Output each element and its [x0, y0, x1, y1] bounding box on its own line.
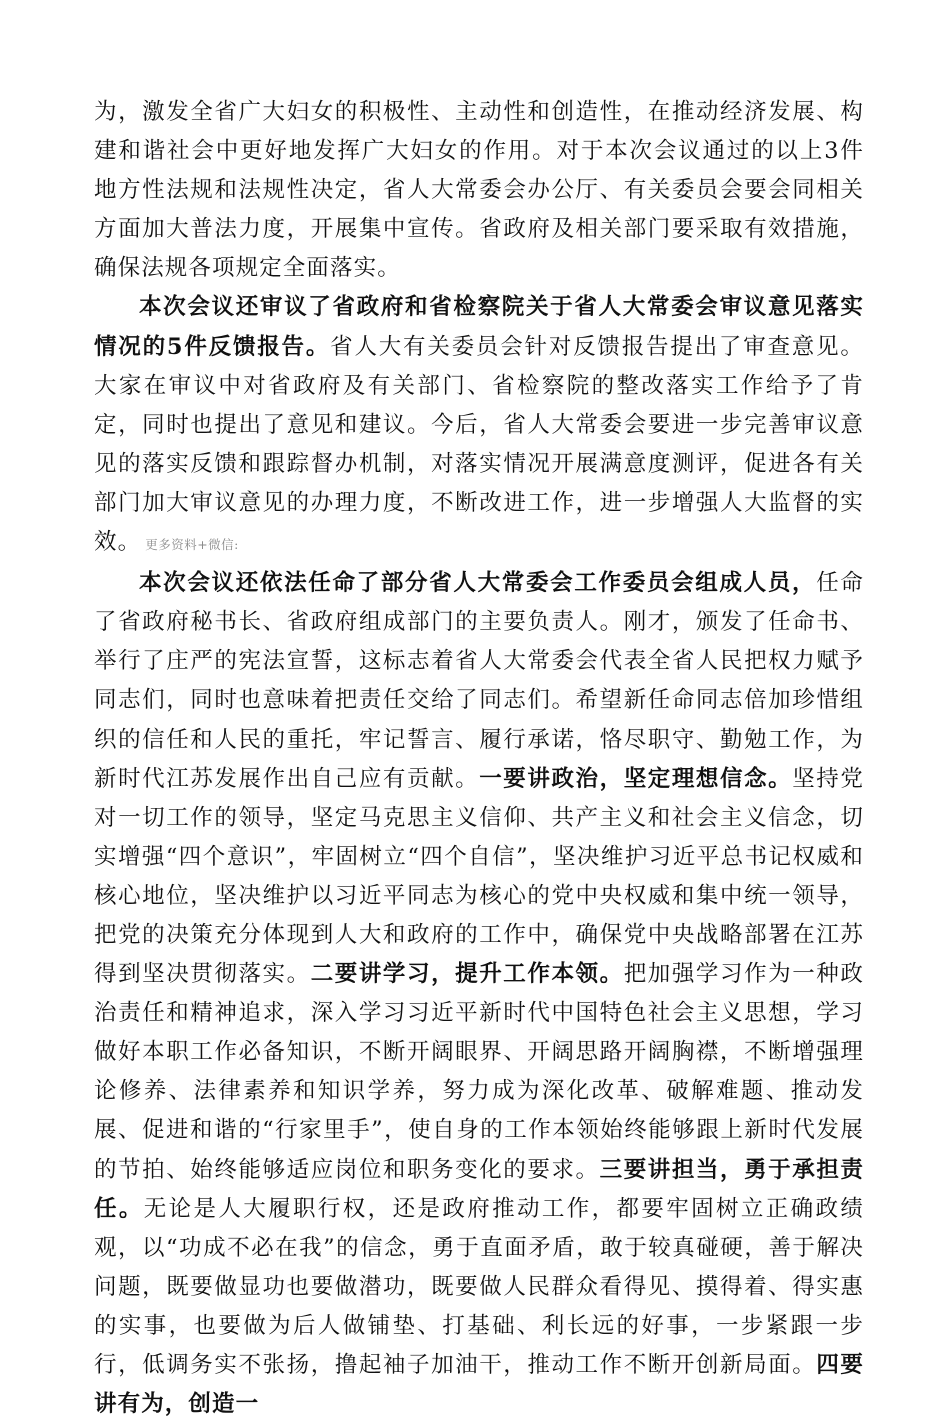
paragraph-text: 省人大有关委员会针对反馈报告提出了审查意见。大家在审议中对省政府及有关部门、省检察院的整改落实工作给予了肯定，同时也提出了意见和建议。今后，省人大常委会要进一步完善审议意见的落实反馈和跟踪督办机制，对落实情况开展满意度测评，促进各有关部门加大审议意见的办理力度，不断改进工作，进一步增强人大监督的实效。 — [94, 333, 865, 556]
point-heading-politics: 一要讲政治，坚定理想信念。 — [479, 765, 793, 792]
paragraph-text: 坚持党对一切工作的领导，坚定马克思主义信仰、共产主义和社会主义信念，切实增强“四个意识”，牢固树立“四个自信”，坚决维护习近平总书记权威和核心地位，坚决维护以习近平同志为核心的党中央权威和集中统一领导，把党的决策充分体现到人大和政府的工作中，确保党中央战略部署在江苏得到坚决贯彻落实。 — [94, 765, 864, 988]
point-heading-achievement: 四要讲有为，创造一 — [94, 1352, 864, 1418]
paragraph-text: 无论是人大履职行权，还是政府推动工作，都要牢固树立正确政绩观，以“功成不必在我”的信念，勇于直面矛盾，敢于较真碰硬，善于解决问题，既要做显功也要做潜功，既要做人民群众看得见、摸得着、得实惠的实事，也要做为后人做铺垫、打基础、利长远的好事，一步紧跟一步行，低调务实不张扬，撸起袖子加油干，推动工作不断开创新局面。 — [94, 1195, 864, 1378]
paragraph-text: 把加强学习作为一种政治责任和精神追求，深入学习习近平新时代中国特色社会主义思想，学习做好本职工作必备知识，不断开阔眼界、开阔思路开阔胸襟，不断增强理论修养、法律素养和知识学养，努力成为深化改革、破解难题、推动发展、促进和谐的“行家里手”，使自身的工作本领始终能够跟上新时代发展的节拍、始终能够适应岗位和职务变化的要求。 — [94, 961, 864, 1183]
paragraph-text: 任命了省政府秘书长、省政府组成部门的主要负责人。刚才，颁发了任命书、举行了庄严的宪法宣誓，这标志着省人大常委会代表全省人民把权力赋予同志们，同时也意味着把责任交给了同志们。希望新任命同志倍加珍惜组织的信任和人民的重托，牢记誓言、履行承诺，恪尽职守、勤勉工作，为新时代江苏发展作出自己应有贡献。 — [94, 570, 864, 792]
paragraph-lead-bold: 本次会议还依法任命了部分省人大常委会工作委员会组成人员， — [139, 570, 817, 597]
point-heading-learning: 二要讲学习，提升工作本领。 — [310, 961, 624, 988]
paragraph-feedback-reports — [94, 288, 864, 564]
point-heading-responsibility: 三要讲担当，勇于承担责任。 — [94, 1156, 864, 1222]
paragraph-continuation — [94, 93, 864, 288]
watermark-text: 更多资料+微信: — [145, 537, 239, 553]
paragraph-text: 为，激发全省广大妇女的积极性、主动性和创造性，在推动经济发展、构建和谐社会中更好地发挥广大妇女的作用。对于本次会议通过的以上3件地方性法规和法规性决定，省人大常委会办公厅、有关委员会要会同相关方面加大普法力度，开展集中宣传。省政府及相关部门要采取有效措施，确保法规各项规定全面落实。 — [94, 99, 864, 282]
paragraph-lead-bold: 本次会议还审议了省政府和省检察院关于省人大常委会审议意见落实情况的5件反馈报告。 — [94, 294, 864, 360]
document-page — [94, 93, 864, 1424]
paragraph-appointments — [94, 564, 864, 1424]
